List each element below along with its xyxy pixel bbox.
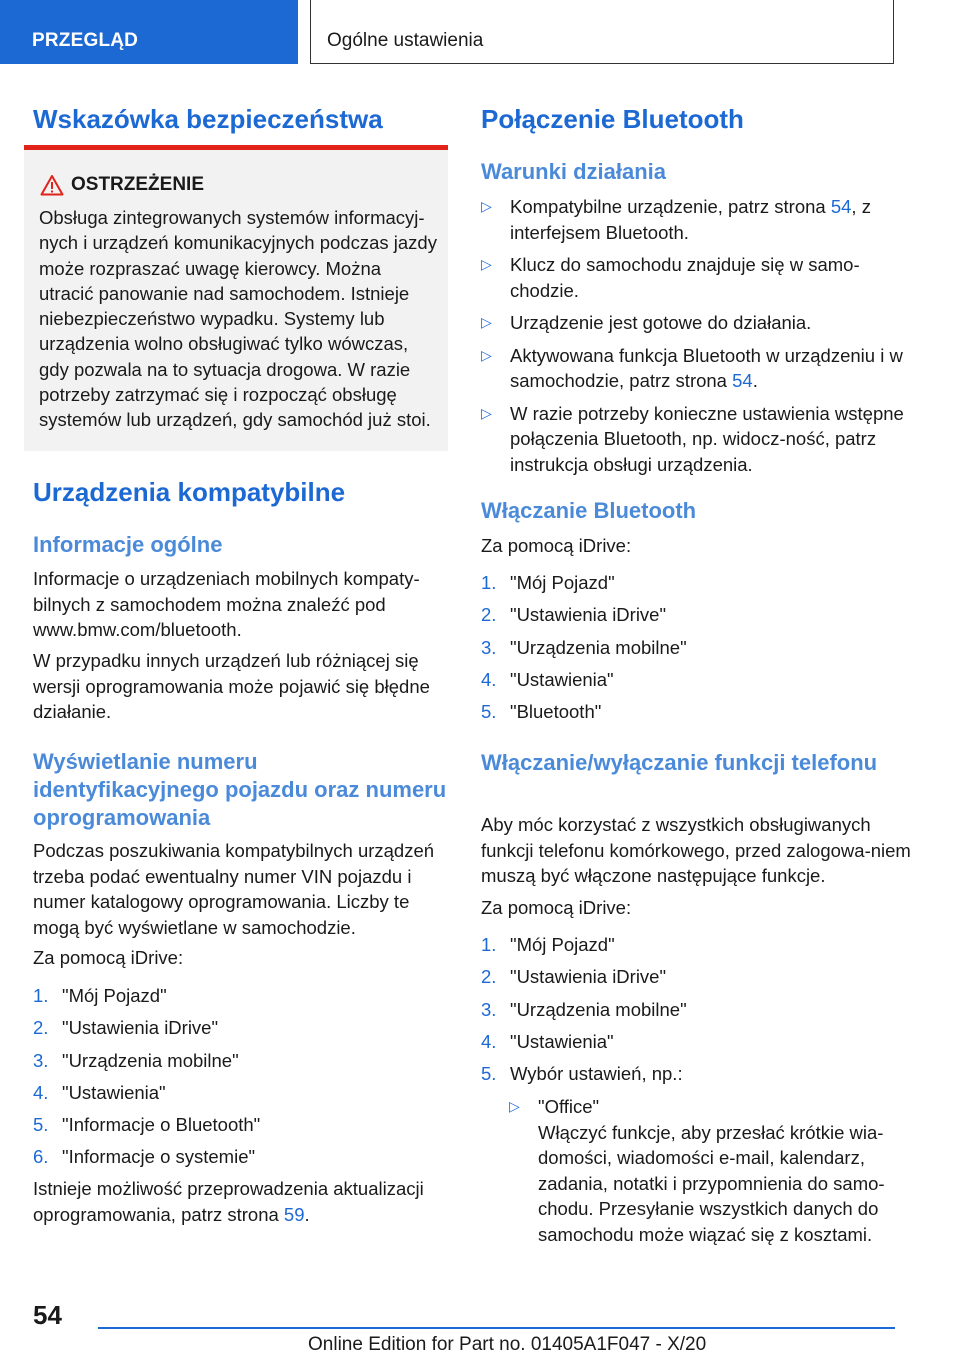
- general-paragraph-2: W przypadku innych urządzeń lub różniącej się wersji oprogramowania może pojawić się błędne działanie.: [33, 650, 430, 722]
- edition-note: Online Edition for Part no. 01405A1F047 - X/20: [308, 1334, 707, 1355]
- list-item: ▷ Kompatybilne urządzenie, patrz strona 54, z interfejsem Bluetooth.: [481, 196, 871, 243]
- phone-steps-list: [481, 929, 911, 1090]
- triangle-bullet-icon: ▷: [481, 404, 492, 421]
- list-item: 2. "Ustawienia iDrive": [481, 966, 667, 988]
- via-idrive-label: Za pomocą iDrive:: [481, 897, 632, 918]
- list-item: 4. "Ustawienia": [481, 1030, 614, 1052]
- list-item: 1. "Mój Pojazd": [33, 985, 167, 1006]
- triangle-bullet-icon: ▷: [481, 198, 492, 214]
- general-heading: Informacje ogólne: [33, 532, 223, 557]
- list-item: ▷ "Office" Włączyć funkcje, aby przesłać krótkie wia-domości, wiadomości e-mail, kalendarz, zadania, notatki i przypomnienia do samo-chodu. Przesyłanie wszystkich danych do samochodu może wiązać się z kosztami.: [509, 1096, 885, 1245]
- list-item: 5. "Bluetooth": [481, 701, 602, 723]
- chapter-header: [310, 0, 894, 64]
- list-item: 3. "Urządzenia mobilne": [481, 998, 687, 1020]
- list-item: ▷ Urządzenie jest gotowe do działania.: [481, 310, 911, 336]
- list-item: ▷ Klucz do samochodu znajduje się w samo-chodzie.: [481, 254, 860, 301]
- vin-paragraph: Podczas poszukiwania kompatybilnych urządzeń trzeba podać ewentualny numer VIN pojazdu i numer katalogowy oprogramowania. Liczby te mogą być wyświetlane w samochodzie.: [33, 840, 435, 938]
- vin-steps-list: [33, 980, 447, 1174]
- phone-functions-heading: Włączanie/wyłączanie funkcji telefonu: [481, 750, 878, 775]
- list-item: 2. "Ustawienia iDrive": [33, 1017, 219, 1039]
- list-item: 2. "Ustawienia iDrive": [481, 604, 667, 626]
- page-link[interactable]: 59: [283, 1203, 305, 1225]
- triangle-bullet-icon: ▷: [481, 256, 492, 272]
- page-number: 54: [33, 1300, 62, 1330]
- chapter-title: Ogólne ustawienia: [327, 30, 484, 51]
- via-idrive-label: Za pomocą iDrive:: [33, 947, 184, 968]
- enable-steps-list: [481, 567, 911, 728]
- phone-paragraph: Aby móc korzystać z wszystkich obsługiwanych funkcji telefonu komórkowego, przed zalogowa-niem muszą być włączone następujące funkcje.: [481, 814, 911, 886]
- triangle-bullet-icon: ▷: [509, 1098, 520, 1114]
- triangle-bullet-icon: ▷: [481, 314, 492, 330]
- section-tab-label: PRZEGLĄD: [32, 30, 139, 51]
- list-item: 5. Wybór ustawień, np.:: [481, 1063, 683, 1085]
- list-item: 3. "Urządzenia mobilne": [33, 1049, 239, 1071]
- footer-divider: [98, 1327, 895, 1329]
- triangle-bullet-icon: ▷: [481, 346, 492, 363]
- list-item: 3. "Urządzenia mobilne": [481, 636, 687, 658]
- general-paragraph-1: Informacje o urządzeniach mobilnych kompaty-bilnych z samochodem można znaleźć pod www.bmw.com/bluetooth.: [33, 568, 420, 640]
- page-link[interactable]: 54: [830, 196, 852, 217]
- list-item: 1. "Mój Pojazd": [481, 572, 615, 593]
- bluetooth-heading: Połączenie Bluetooth: [481, 104, 744, 134]
- conditions-list: [481, 194, 911, 484]
- warning-box: [24, 145, 448, 451]
- compat-heading: Urządzenia kompatybilne: [33, 477, 346, 507]
- list-item: ▷ W razie potrzeby konieczne ustawienia wstępne połączenia Bluetooth, np. widocz-ność, patrz instrukcja obsługi urządzenia.: [481, 402, 904, 475]
- list-item: ▷ Aktywowana funkcja Bluetooth w urządzeniu i w samochodzie, patrz strona 54.: [481, 344, 903, 391]
- list-item: 4. "Ustawienia": [481, 668, 614, 690]
- office-sublist: [509, 1094, 911, 1254]
- via-idrive-label: Za pomocą iDrive:: [481, 535, 632, 556]
- warning-text: Obsługa zintegrowanych systemów informacyj-nych i urządzeń komunikacyjnych podczas jazdy może rozpraszać uwagę kierowcy. Można utracić panowanie nad samochodem. Istnieje niebezpieczeństwo wypadku. Systemy lub urządzenia wolno obsługiwać tylko wówczas, gdy pozwala na to sytuacja drogowa. W razie potrzeby zatrzymać się i rozpocząć obsługę systemów lub urządzeń, gdy samochód już stoi.: [39, 207, 437, 431]
- list-item: 1. "Mój Pojazd": [481, 934, 615, 955]
- list-item: 5. "Informacje o Bluetooth": [33, 1114, 261, 1136]
- update-paragraph: Istnieje możliwość przeprowadzenia aktualizacji oprogramowania, patrz strona 59.: [33, 1178, 424, 1225]
- safety-heading: Wskazówka bezpieczeństwa: [33, 104, 383, 134]
- vin-heading: Wyświetlanie numeru identyfikacyjnego pojazdu oraz numeru oprogramowania: [33, 749, 447, 830]
- warning-triangle-icon: [40, 174, 64, 196]
- enable-bluetooth-heading: Włączanie Bluetooth: [481, 498, 697, 523]
- conditions-heading: Warunki działania: [481, 159, 667, 184]
- warning-label: OSTRZEŻENIE: [71, 174, 205, 195]
- list-item: 4. "Ustawienia": [33, 1081, 166, 1103]
- page-link[interactable]: 54: [732, 370, 753, 391]
- list-item: 6. "Informacje o systemie": [33, 1146, 256, 1168]
- section-tab[interactable]: [0, 0, 298, 64]
